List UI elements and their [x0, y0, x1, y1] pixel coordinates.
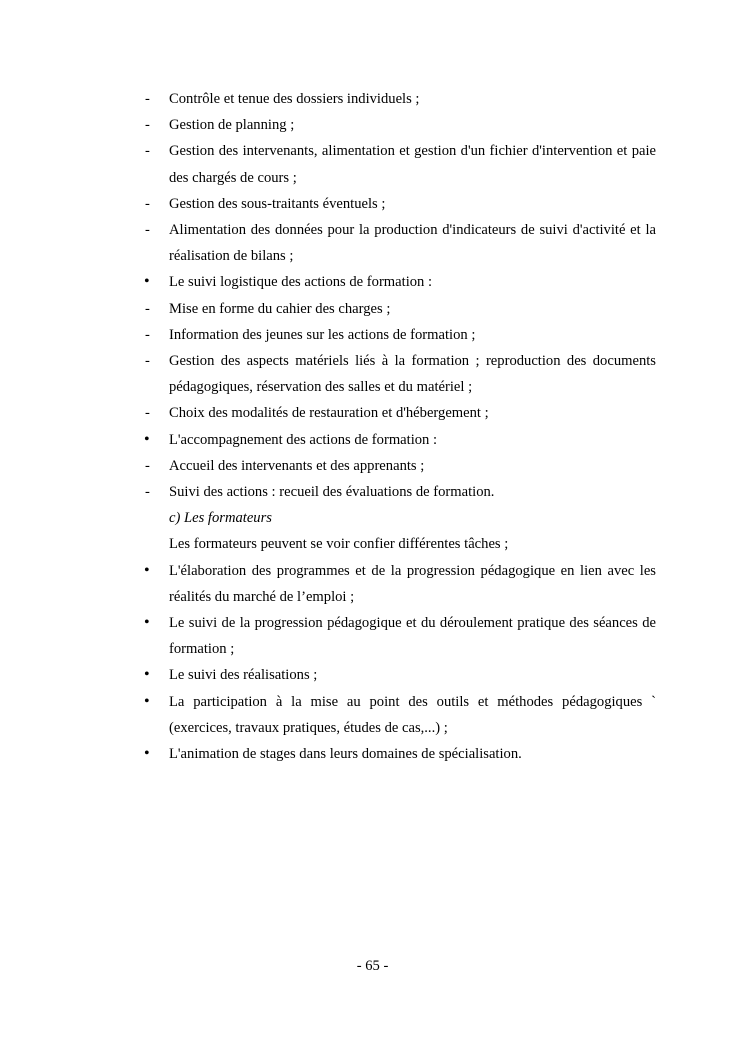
list-item-animation	[144, 741, 656, 767]
list-item-restauration	[144, 400, 656, 426]
list-item-planning	[144, 112, 656, 138]
list-item-text: Contrôle et tenue des dossiers individuels ;	[169, 91, 420, 107]
page-body	[144, 86, 656, 767]
list-item-text: Choix des modalités de restauration et d'hébergement ;	[169, 405, 489, 422]
list-item-alimentation	[144, 217, 656, 269]
dash-marker: -	[145, 195, 150, 212]
list-item-aspects-materiels	[144, 348, 656, 400]
bullet-marker: •	[144, 430, 150, 448]
list-item-text: Suivi des actions : recueil des évaluations de formation.	[169, 484, 495, 501]
dash-marker: -	[145, 91, 150, 107]
list-item-text: L'élaboration des programmes et de la progression pédagogique en lien avec les réalités du marché de l’emploi ;	[169, 562, 656, 605]
bullet-marker: •	[144, 273, 150, 291]
section-heading: c) Les formateurs	[169, 510, 272, 527]
list-item-text: Gestion de planning ;	[169, 117, 295, 134]
list-item-information-jeunes	[144, 322, 656, 348]
list-item-sous-traitants	[144, 191, 656, 217]
bullet-marker: •	[144, 666, 150, 684]
bullet-marker: •	[144, 561, 150, 579]
list-item-text: Mise en forme du cahier des charges ;	[169, 300, 391, 317]
list-item-text: Gestion des aspects matériels liés à la formation ; reproduction des documents pédagogiques, réservation des salles et du matériel ;	[169, 353, 656, 396]
bullet-marker: •	[144, 614, 150, 632]
dash-marker: -	[145, 222, 150, 239]
dash-marker: -	[145, 300, 150, 317]
section-intro: Les formateurs peuvent se voir confier différentes tâches ;	[169, 536, 509, 553]
dash-marker: -	[145, 143, 150, 160]
bullet-marker: •	[144, 692, 150, 710]
list-item-text: Alimentation des données pour la production d'indicateurs de suivi d'activité et la réalisation de bilans ;	[169, 222, 656, 265]
list-item-suivi-logistique	[144, 269, 656, 295]
list-item-text: Gestion des intervenants, alimentation et gestion d'un fichier d'intervention et paie des chargés de cours ;	[169, 143, 656, 186]
list-item-text: L'animation de stages dans leurs domaines de spécialisation.	[169, 746, 522, 763]
dash-marker: -	[145, 326, 150, 343]
list-item-accueil	[144, 453, 656, 479]
list-item-participation	[144, 689, 656, 741]
list-item-text: Gestion des sous-traitants éventuels ;	[169, 195, 386, 212]
list-item-suivi-progression	[144, 610, 656, 662]
list-item-suivi-actions	[144, 479, 656, 505]
list-item-text: Accueil des intervenants et des apprenants ;	[169, 457, 425, 474]
list-item-elaboration	[144, 558, 656, 610]
dash-marker: -	[145, 353, 150, 370]
list-item-text: La participation à la mise au point des outils et méthodes pédagogiques ` (exercices, travaux pratiques, études de cas,...) ;	[169, 693, 656, 736]
list-item-intervenants	[144, 138, 656, 190]
list-item-suivi-realisations	[144, 662, 656, 688]
bullet-marker: •	[144, 745, 150, 763]
list-item-dossiers	[144, 86, 656, 112]
list-item-accompagnement	[144, 427, 656, 453]
page-number: - 65 -	[356, 958, 389, 974]
list-item-text: L'accompagnement des actions de formation :	[169, 431, 438, 448]
dash-marker: -	[145, 457, 150, 474]
dash-marker: -	[145, 484, 150, 501]
list-item-cahier-des-charges	[144, 296, 656, 322]
dash-marker: -	[145, 405, 150, 422]
list-item-text: Le suivi logistique des actions de formation :	[169, 274, 433, 291]
list-item-text: Le suivi de la progression pédagogique et du déroulement pratique des séances de formation ;	[169, 615, 656, 658]
list-item-text: Information des jeunes sur les actions de formation ;	[169, 326, 476, 343]
list-item-text: Le suivi des réalisations ;	[169, 667, 318, 684]
dash-marker: -	[145, 117, 150, 134]
